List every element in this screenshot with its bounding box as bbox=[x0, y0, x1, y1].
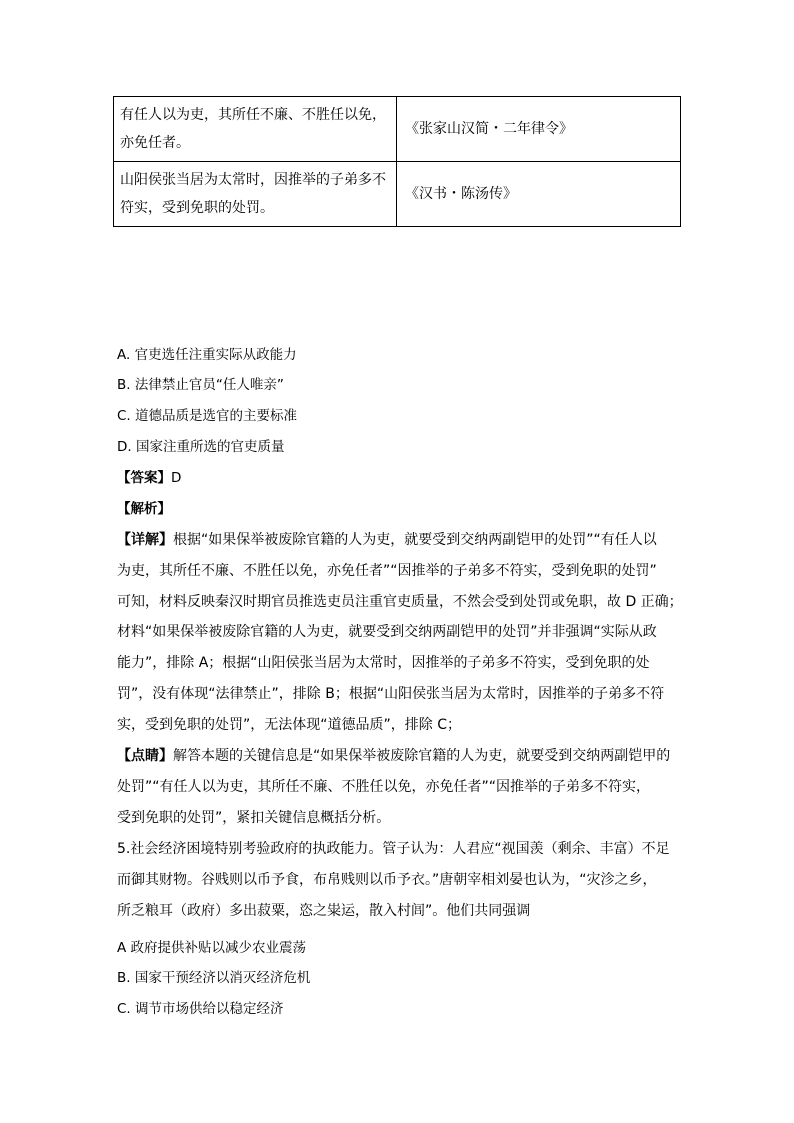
option-b: B. 法律禁止官员“任人唯亲” bbox=[117, 377, 284, 393]
answer-value: D bbox=[171, 470, 182, 486]
analysis-heading: 【解析】 bbox=[117, 501, 171, 517]
question-line: 5.社会经济困境特别考验政府的执政能力。管子认为：人君应“视国羡（剩余、丰富）不足 bbox=[117, 841, 670, 857]
analysis-label bbox=[117, 499, 171, 519]
tip-text: 解答本题的关键信息是“如果保举被废除官籍的人为吏，就要受到交纳两副铠甲的 bbox=[173, 748, 671, 764]
cell-line: 山阳侯张当居为太常时，因推举的子弟多不 bbox=[120, 172, 386, 188]
detail-label: 【详解】 bbox=[117, 532, 173, 548]
detail-line: 可知，材料反映秦汉时期官员推选吏员注重官吏质量，不然会受到处罚或免职，故 D 正确； bbox=[117, 593, 683, 610]
detail-paragraph bbox=[117, 525, 682, 741]
cell-line: 亦免任者。 bbox=[120, 135, 190, 151]
detail-line: 材料“如果保举被废除官籍的人为吏，就要受到交纳两副铠甲的处罚”并非强调“实际从政 bbox=[117, 624, 657, 641]
table-cell-quote bbox=[114, 97, 397, 162]
source-table bbox=[113, 96, 681, 227]
tip-paragraph bbox=[117, 741, 682, 833]
question-line: 所乏粮耳（政府）多出菽粟，恣之粜运，散入村闾”。他们共同强调 bbox=[117, 902, 531, 919]
q5-option-b: B. 国家干预经济以消灭经济危机 bbox=[117, 970, 311, 986]
detail-line bbox=[117, 525, 682, 556]
q5-option-a: A 政府提供补贴以减少农业震荡 bbox=[117, 940, 307, 956]
detail-line: 实，受到免职的处罚”，无法体现“道德品质”，排除 C； bbox=[117, 716, 461, 733]
option-a: A. 官吏选任注重实际从政能力 bbox=[117, 347, 297, 363]
tip-label: 【点睛】 bbox=[117, 748, 173, 764]
table-cell-source: 《汉书・陈汤传》 bbox=[397, 162, 681, 227]
detail-line: 为吏，其所任不廉、不胜任以免，亦免任者”“因推举的子弟多不符实，受到免职的处罚” bbox=[117, 562, 657, 579]
answer-label: 【答案】 bbox=[117, 470, 171, 486]
cell-line: 符实，受到免职的处罚。 bbox=[120, 200, 274, 216]
option-c: C. 道德品质是选官的主要标准 bbox=[117, 408, 298, 424]
detail-text: 根据“如果保举被废除官籍的人为吏，就要受到交纳两副铠甲的处罚”“有任人以 bbox=[173, 532, 657, 548]
tip-line bbox=[117, 741, 682, 772]
question-line: 而御其财物。谷贱则以币予食，布帛贱则以币予衣。”唐朝宰相刘晏也认为，“灾沴之乡， bbox=[117, 871, 657, 888]
tip-line: 受到免职的处罚”，紧扣关键信息概括分析。 bbox=[117, 809, 391, 826]
detail-line: 能力”，排除 A；根据“山阳侯张当居为太常时，因推举的子弟多不符实，受到免职的处 bbox=[117, 655, 650, 672]
table-cell-source: 《张家山汉简・二年律令》 bbox=[397, 97, 681, 162]
table-row bbox=[114, 97, 681, 162]
table-row bbox=[114, 162, 681, 227]
answer-line bbox=[117, 468, 181, 488]
q5-option-c: C. 调节市场供给以稳定经济 bbox=[117, 1001, 284, 1017]
option-d: D. 国家注重所选的官吏质量 bbox=[117, 439, 285, 455]
cell-line: 有任人以为吏，其所任不廉、不胜任以免， bbox=[120, 107, 386, 123]
tip-line: 处罚”“有任人以为吏，其所任不廉、不胜任以免，亦免任者”“因推举的子弟多不符实， bbox=[117, 778, 651, 795]
table-cell-quote bbox=[114, 162, 397, 227]
detail-line: 罚”，没有体现“法律禁止”，排除 B；根据“山阳侯张当居为太常时，因推举的子弟多不符 bbox=[117, 685, 665, 702]
question-5-stem bbox=[117, 834, 682, 926]
